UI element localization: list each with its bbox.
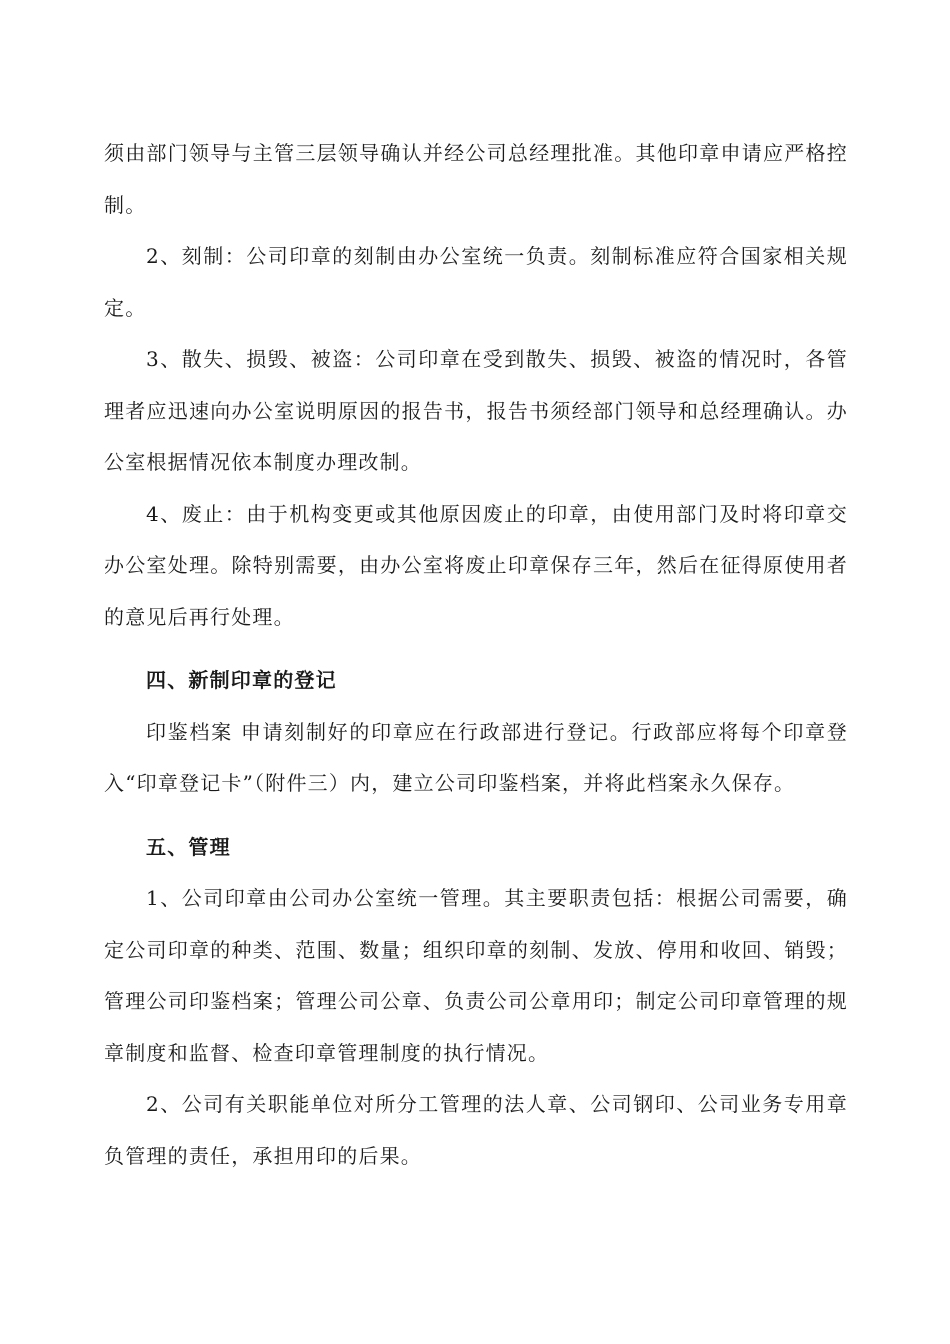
paragraph-engraving: 2、刻制：公司印章的刻制由办公室统一负责。刻制标准应符合国家相关规定。 [104, 244, 848, 320]
paragraph-functional-units: 2、公司有关职能单位对所分工管理的法人章、公司钢印、公司业务专用章负管理的责任，承担用印的后果。 [104, 1092, 848, 1168]
paragraph-office-duties: 1、公司印章由公司办公室统一管理。其主要职责包括：根据公司需要，确定公司印章的种类、范围、数量；组织印章的刻制、发放、停用和收回、销毁；管理公司印鉴档案；管理公司公章、负责公司公章用印；制定公司印章管理的规章制度和监督、检查印章管理制度的执行情况。 [104, 886, 848, 1065]
paragraph-approval-continuation: 须由部门领导与主管三层领导确认并经公司总经理批准。其他印章申请应严格控制。 [104, 141, 848, 217]
section-heading-registration: 四、新制印章的登记 [146, 668, 337, 692]
section-heading-management: 五、管理 [146, 834, 231, 859]
document-body [104, 128, 848, 1182]
paragraph-abolition: 4、废止：由于机构变更或其他原因废止的印章，由使用部门及时将印章交办公室处理。除特别需要，由办公室将废止印章保存三年，然后在征得原使用者的意见后再行处理。 [104, 501, 848, 629]
paragraph-seal-archive: 印鉴档案 申请刻制好的印章应在行政部进行登记。行政部应将每个印章登入“印章登记卡”（附件三）内，建立公司印鉴档案，并将此档案永久保存。 [104, 719, 848, 795]
paragraph-loss-damage-theft: 3、散失、损毁、被盗：公司印章在受到散失、损毁、被盗的情况时，各管理者应迅速向办公室说明原因的报告书，报告书须经部门领导和总经理确认。办公室根据情况依本制度办理改制。 [104, 347, 848, 474]
